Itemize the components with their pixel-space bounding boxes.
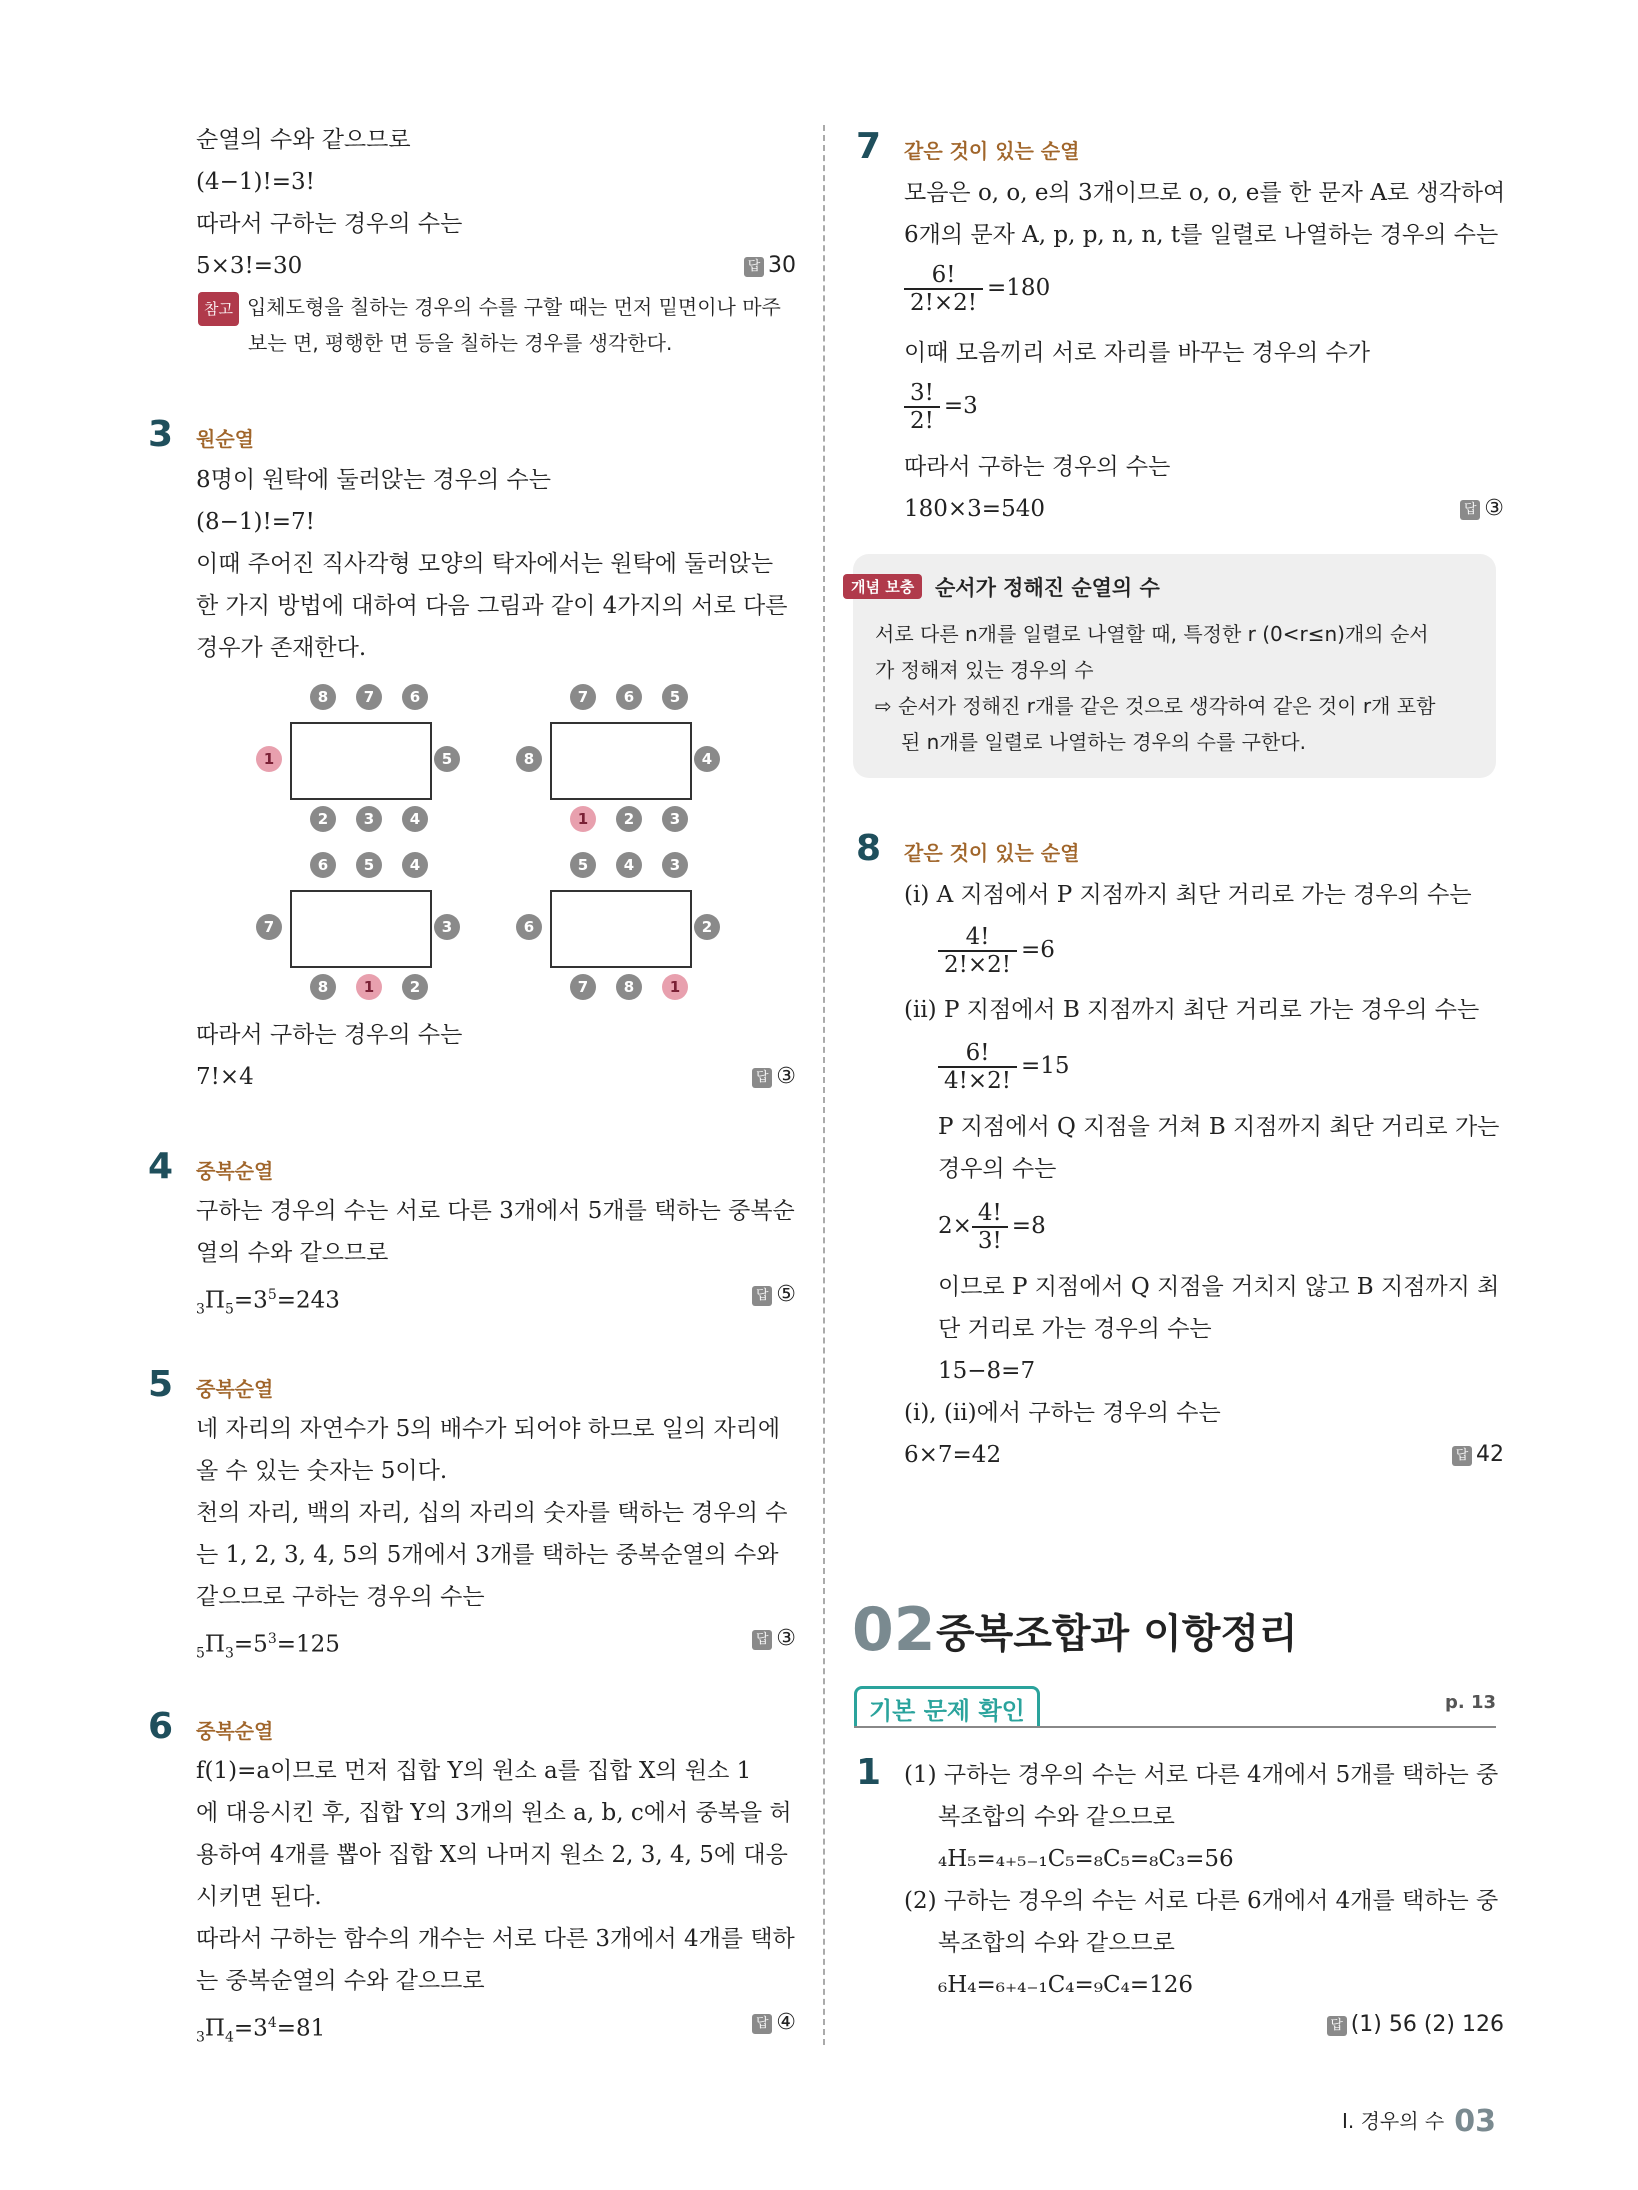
text-line: 같으므로 구하는 경우의 수는 — [196, 1584, 485, 1610]
seat-marker: 5 — [662, 684, 688, 710]
seat-marker: 8 — [616, 974, 642, 1000]
text-line: (ii) P 지점에서 B 지점까지 최단 거리로 가는 경우의 수는 — [904, 997, 1480, 1023]
formula: ₆H₄=₆₊₄₋₁C₄=₉C₄=126 — [938, 1972, 1194, 1998]
text-line: 는 1, 2, 3, 4, 5의 5개에서 3개를 택하는 중복순열의 수와 — [196, 1542, 779, 1568]
formula: $\frac{6!}{4!\times 2!}$ =15 — [938, 1040, 1070, 1094]
formula: 2× $\frac{4!}{3!}$ =8 — [938, 1200, 1046, 1254]
text-line: 180×3=540 — [904, 496, 1045, 522]
seat-marker: 1 — [356, 974, 382, 1000]
formula: ₄H₅=₄₊₅₋₁C₅=₈C₅=₈C₃=56 — [938, 1846, 1234, 1872]
note-tag: 참고 — [198, 292, 239, 326]
text-line: (2) 구하는 경우의 수는 서로 다른 6개에서 4개를 택하는 중 — [904, 1888, 1499, 1914]
table-rect — [290, 722, 432, 800]
page-reference: p. 13 — [1444, 1692, 1496, 1713]
seat-marker: 4 — [402, 806, 428, 832]
seat-marker: 1 — [662, 974, 688, 1000]
seat-marker: 1 — [570, 806, 596, 832]
text-line: 천의 자리, 백의 자리, 십의 자리의 숫자를 택하는 경우의 수 — [196, 1500, 788, 1526]
page-footer — [1342, 2104, 1496, 2139]
text-line: 7!×4 — [196, 1064, 254, 1090]
text-line: 이때 주어진 직사각형 모양의 탁자에서는 원탁에 둘러앉는 — [196, 551, 774, 577]
answer-mark: 답 42 — [1452, 1442, 1504, 1467]
text-line: 따라서 구하는 경우의 수는 — [904, 454, 1171, 480]
seat-marker: 7 — [570, 684, 596, 710]
problem-number: 4 — [148, 1146, 174, 1187]
seat-marker: 8 — [516, 746, 542, 772]
text-line: 가 정해져 있는 경우의 수 — [875, 658, 1094, 682]
formula: $\frac{4!}{2!\times 2!}$ =6 — [938, 924, 1055, 978]
seat-marker: 5 — [434, 746, 460, 772]
text-line: 된 n개를 일렬로 나열하는 경우의 수를 구한다. — [901, 730, 1306, 754]
text-line: 는 중복순열의 수와 같으므로 — [196, 1968, 485, 1994]
text-line: 6×7=42 — [904, 1442, 1002, 1468]
problem-title: 중복순열 — [196, 1159, 274, 1183]
problem-number: 1 — [856, 1752, 882, 1793]
text-line: 에 대응시킨 후, 집합 Y의 3개의 원소 a, b, c에서 중복을 허 — [196, 1800, 792, 1826]
answer-mark: 답 ③ — [752, 1626, 796, 1651]
text-line: 따라서 구하는 함수의 개수는 서로 다른 3개에서 4개를 택하 — [196, 1926, 795, 1952]
seat-marker: 2 — [310, 806, 336, 832]
problem-title: 같은 것이 있는 순열 — [904, 841, 1080, 865]
formula: $_5\Pi_3=5^3=125$ — [196, 1631, 340, 1662]
table-rect — [290, 890, 432, 968]
problem-number: 6 — [148, 1706, 174, 1747]
problem-number: 7 — [856, 126, 882, 167]
seat-marker: 6 — [616, 684, 642, 710]
text-line: (1) 구하는 경우의 수는 서로 다른 4개에서 5개를 택하는 중 — [904, 1762, 1499, 1788]
text-line: 경우의 수는 — [938, 1156, 1057, 1182]
text-line: 시키면 된다. — [196, 1884, 322, 1910]
text-line: 단 거리로 가는 경우의 수는 — [938, 1316, 1212, 1342]
table-rect — [550, 890, 692, 968]
text-line: 용하여 4개를 뽑아 집합 X의 나머지 원소 2, 3, 4, 5에 대응 — [196, 1842, 788, 1868]
text-line: (4−1)!=3! — [196, 169, 315, 195]
formula: $\frac{3!}{2!}$ =3 — [904, 380, 978, 434]
text-line: (i) A 지점에서 P 지점까지 최단 거리로 가는 경우의 수는 — [904, 882, 1472, 908]
text-line: 복조합의 수와 같으므로 — [938, 1804, 1175, 1830]
text-line: P 지점에서 Q 지점을 거쳐 B 지점까지 최단 거리로 가는 — [938, 1114, 1500, 1140]
concept-title: 순서가 정해진 순열의 수 — [935, 576, 1160, 600]
text-line: 모음은 o, o, e의 3개이므로 o, o, e를 한 문자 A로 생각하여 — [904, 180, 1506, 206]
basic-problem-tab: 기본 문제 확인 — [854, 1686, 1040, 1728]
text-line: (i), (ii)에서 구하는 경우의 수는 — [904, 1400, 1221, 1426]
seat-marker: 2 — [694, 914, 720, 940]
page-number: 03 — [1454, 2104, 1496, 2139]
text-line: ⇨ 순서가 정해진 r개를 같은 것으로 생각하여 같은 것이 r개 포함 — [875, 694, 1436, 718]
seat-marker: 8 — [310, 974, 336, 1000]
text-line: 따라서 구하는 경우의 수는 — [196, 1022, 463, 1048]
text-line: 5×3!=30 — [196, 253, 303, 279]
formula: $_3\Pi_4=3^4=81$ — [196, 2015, 326, 2046]
answer-mark: 답 (1) 56 (2) 126 — [1327, 2012, 1504, 2037]
seat-marker: 3 — [662, 806, 688, 832]
seat-marker: 5 — [570, 852, 596, 878]
seat-marker: 2 — [402, 974, 428, 1000]
text-line: (8−1)!=7! — [196, 509, 315, 535]
problem-title: 중복순열 — [196, 1377, 274, 1401]
seat-marker: 7 — [356, 684, 382, 710]
seat-marker: 3 — [662, 852, 688, 878]
text-line: 복조합의 수와 같으므로 — [938, 1930, 1175, 1956]
concept-box — [853, 554, 1496, 778]
text-line: 6개의 문자 A, p, p, n, n, t를 일렬로 나열하는 경우의 수는 — [904, 222, 1499, 248]
problem-number: 8 — [856, 828, 882, 869]
text-line: 경우가 존재한다. — [196, 635, 367, 661]
seat-marker: 7 — [570, 974, 596, 1000]
seat-marker: 8 — [310, 684, 336, 710]
answer-mark: 답 30 — [744, 253, 796, 278]
problem-title: 같은 것이 있는 순열 — [904, 139, 1080, 163]
chapter-label: Ⅰ. 경우의 수 — [1341, 2109, 1445, 2133]
problem-title: 중복순열 — [196, 1719, 274, 1743]
seat-marker: 6 — [310, 852, 336, 878]
answer-mark: 답 ③ — [1460, 496, 1504, 521]
formula: $\frac{6!}{2!\times 2!}$ =180 — [904, 262, 1050, 316]
seat-marker: 3 — [434, 914, 460, 940]
formula: $_3\Pi_5=3^5=243$ — [196, 1287, 340, 1318]
seat-marker: 7 — [256, 914, 282, 940]
section-title: 중복조합과 이항정리 — [936, 1611, 1298, 1657]
text-line: 구하는 경우의 수는 서로 다른 3개에서 5개를 택하는 중복순 — [196, 1198, 795, 1224]
answer-mark: 답 ④ — [752, 2010, 796, 2035]
text-line: 따라서 구하는 경우의 수는 — [196, 211, 463, 237]
concept-tag: 개념 보충 — [843, 574, 922, 599]
text-line: 서로 다른 n개를 일렬로 나열할 때, 특정한 r (0<r≤n)개의 순서 — [875, 622, 1429, 646]
table-rect — [550, 722, 692, 800]
seat-marker: 6 — [516, 914, 542, 940]
text-line: 열의 수와 같으므로 — [196, 1240, 389, 1266]
answer-mark: 답 ③ — [752, 1064, 796, 1089]
seat-marker: 4 — [402, 852, 428, 878]
note: 참고 입체도형을 칠하는 경우의 수를 구할 때는 먼저 밑면이나 마주 보는 면, 평행한 면 등을 칠하는 경우를 생각한다. — [198, 290, 781, 360]
text-line: 이므로 P 지점에서 Q 지점을 거치지 않고 B 지점까지 최 — [938, 1274, 1500, 1300]
answer-mark: 답 ⑤ — [752, 1282, 796, 1307]
seat-marker: 3 — [356, 806, 382, 832]
problem-title: 원순열 — [196, 427, 254, 451]
text-line: 이때 모음끼리 서로 자리를 바꾸는 경우의 수가 — [904, 340, 1371, 366]
text-line: 15−8=7 — [938, 1358, 1036, 1384]
section-number: 02 — [852, 1595, 936, 1665]
column-divider — [823, 125, 825, 2045]
seat-marker: 5 — [356, 852, 382, 878]
seat-marker: 6 — [402, 684, 428, 710]
problem-number: 5 — [148, 1364, 174, 1405]
text-line: 순열의 수와 같으므로 — [196, 127, 411, 153]
text-line: 8명이 원탁에 둘러앉는 경우의 수는 — [196, 467, 551, 493]
tab-underline — [854, 1726, 1496, 1728]
text-line: f(1)=a이므로 먼저 집합 Y의 원소 a를 집합 X의 원소 1 — [196, 1758, 752, 1784]
problem-number: 3 — [148, 414, 174, 455]
seat-marker: 1 — [256, 746, 282, 772]
seat-marker: 4 — [694, 746, 720, 772]
text-line: 한 가지 방법에 대하여 다음 그림과 같이 4가지의 서로 다른 — [196, 593, 788, 619]
text-line: 네 자리의 자연수가 5의 배수가 되어야 하므로 일의 자리에 — [196, 1416, 781, 1442]
text-line: 올 수 있는 숫자는 5이다. — [196, 1458, 448, 1484]
seat-marker: 4 — [616, 852, 642, 878]
seat-marker: 2 — [616, 806, 642, 832]
